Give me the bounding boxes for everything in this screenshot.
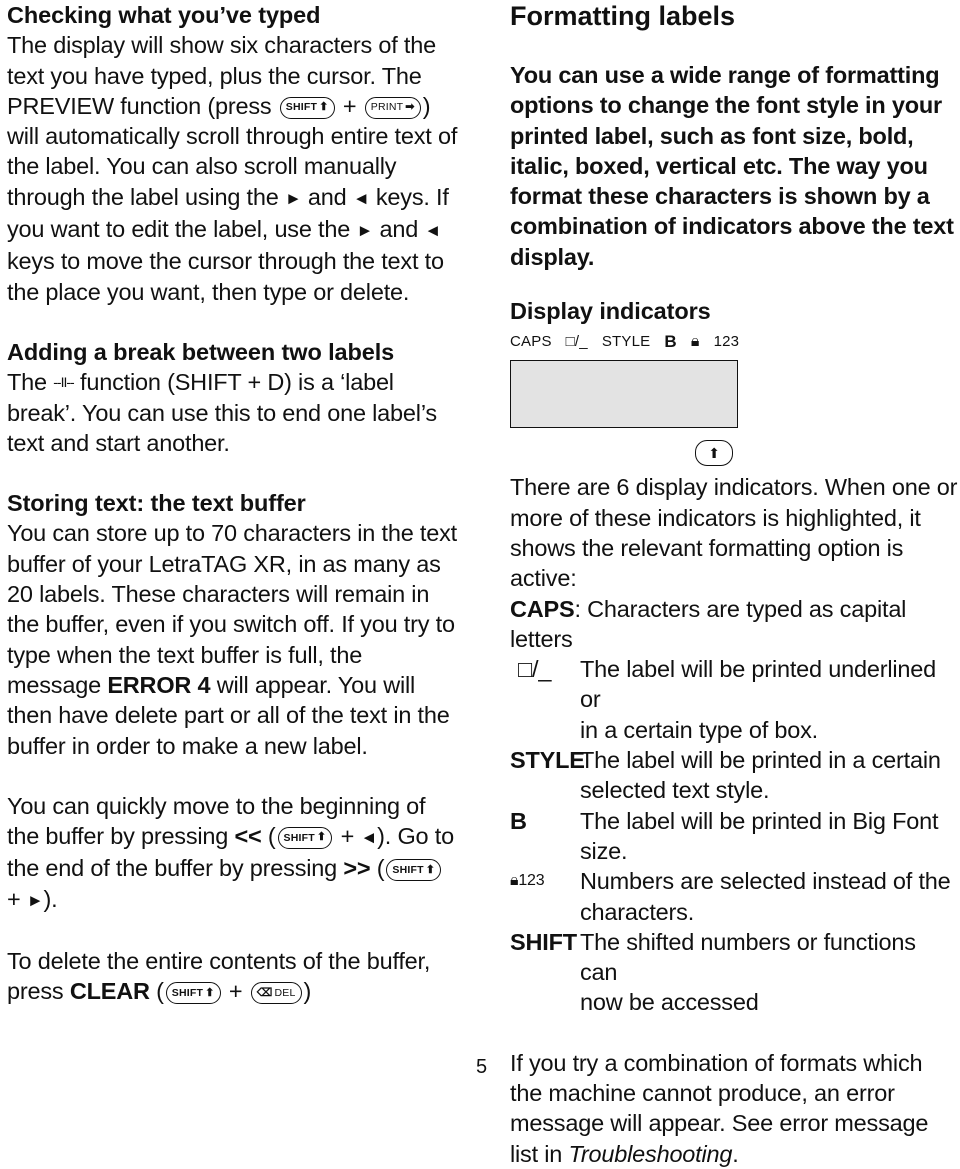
formatting-heading: Formatting labels [510,1,736,31]
shift-term: SHIFT [510,928,577,955]
buffer-text-1: You can store up to 70 characters in the text buffer of your LetraTAG XR, in as many as 20 labels. These characters will remain in the buffer, even if you switch off. If you try to type when the text buffer is full, the message [7,520,457,698]
buffer-heading: Storing text: the text buffer [7,490,306,517]
delete-text: To delete the entire contents of the buffer, press [7,948,431,1005]
caps-definition [510,594,958,655]
style-indicator: STYLE [601,333,651,351]
period: . [732,1140,739,1167]
print-key-icon: PRINT ➡ [365,97,421,119]
plus-sign: + [228,978,243,1005]
shift-indicator-icon: ⬆ [695,440,733,466]
caps-indicator: CAPS [510,333,552,351]
left-arrow-icon: ◄ [352,188,370,208]
box-underline-icon: □/_ [518,656,552,683]
b-term: B [510,807,527,834]
checking-paragraph [7,30,462,307]
big-font-definition [510,806,958,867]
indicator-row [510,330,958,354]
buffer-paragraph [7,518,462,760]
right-arrow-icon: ► [26,890,44,910]
error-message: ERROR 4 [107,671,211,698]
plus-sign: + [7,885,21,912]
box-indicator: □/_ [565,333,588,351]
box-def-1: The label will be printed underlined or [580,656,936,713]
left-column [7,0,462,1007]
rewind-icon: << [234,823,262,850]
b-def-1: The label will be printed in Big Font [580,807,939,834]
caps-def: : Characters are typed as capital letters [510,595,907,652]
right-arrow-icon: ► [356,221,374,241]
error-text: If you try a combination of formats which the machine cannot produce, an error message will appear. See error message list in [510,1049,929,1167]
plus-sign: + [342,92,357,119]
error-paragraph [510,1048,958,1169]
plus-sign: + [340,823,355,850]
shift-key-icon: SHIFT ⬆ [166,982,221,1004]
shift-key-icon: SHIFT ⬆ [386,859,441,881]
lock-icon: 🔒︎ [510,872,519,890]
checking-text-3: keys. If you want to edit the label, use the [7,183,449,243]
numlock-term: 🔒︎123 [510,872,545,890]
box-definition [510,654,958,745]
break-paragraph [7,367,462,458]
and-word: and [379,216,419,243]
checking-text-4: keys to move the cursor through the text to the place you want, then type or delete. [7,248,444,305]
buffer-text-2: will appear. You will then have delete part or all of the text in the buffer in order to make a new label. [7,671,450,759]
break-text-1: The [7,369,47,396]
clear-label: CLEAR [69,978,150,1005]
numlock-definition [510,866,958,927]
num-def-2: characters. [580,898,695,925]
lcd-display [510,360,738,428]
indicators-intro: There are 6 display indicators. When one or more of these indicators is highlighted, it shows the relevant formatting option is active: [510,474,958,592]
del-key-icon: ⌫ DEL [251,982,302,1004]
style-def-1: The label will be printed in a certain [580,747,941,774]
checking-heading: Checking what you’ve typed [7,2,321,28]
troubleshooting-reference: Troubleshooting [568,1140,733,1167]
delete-paragraph: To delete the entire contents of the buffer, press CLEAR ( SHIFT ⬆ + ⌫ DEL ) [7,948,431,1005]
lock-icon: 🔒︎ [690,333,700,351]
numlock-indicator: 🔒︎ 123 [690,333,740,351]
b-def-2: size. [580,837,628,864]
style-def-2: selected text style. [580,777,770,804]
shift-key-icon: SHIFT ⬆ [278,827,333,849]
caps-term: CAPS [510,595,575,622]
left-arrow-icon: ◄ [424,221,442,241]
checking-text-1: The display will show six characters of the text you have typed, plus the cursor. The PREVIEW function (press [7,32,436,119]
style-definition [510,745,958,806]
shift-def-1: The shifted numbers or functions can [580,928,916,986]
big-font-indicator: B [664,332,677,352]
checking-text-2: ) will automatically scroll through entire text of the label. You can also scroll manually through the label using the [7,92,458,210]
fast-forward-icon: >> [343,855,371,882]
shift-key-icon: SHIFT ⬆ [280,97,335,119]
quick-text-2: Go to the end of the buffer by pressing [7,823,454,882]
box-def-2: in a certain type of box. [580,716,818,743]
quick-move-paragraph: You can quickly move to the beginning of the buffer by pressing << ( SHIFT ⬆ + ◄). Go to the end of the buffer by pressing >> ( SHIFT ⬆ + ►). [7,792,454,912]
shift-definition [510,927,958,1018]
style-term: STYLE [510,747,585,774]
shift-def-2: now be accessed [580,989,759,1016]
display-indicators-heading: Display indicators [510,298,711,325]
right-column [510,0,958,1169]
num-def-1: Numbers are selected instead of the [580,868,951,895]
label-break-icon: --II-- [53,374,74,391]
break-text-2: function (SHIFT + D) is a ‘label break’. You can use this to end one label’s text and start another. [7,369,437,456]
quick-text-1: You can quickly move to the beginning of the buffer by pressing [7,792,426,850]
formatting-paragraph: You can use a wide range of formatting options to change the font style in your printed label, such as font size, bold, italic, boxed, vertical etc. The way you format these characters is shown by a combination of indicators above the text display. [510,62,954,270]
break-heading: Adding a break between two labels [7,338,395,365]
and-word: and [307,183,347,210]
page-number: 5 [476,1056,488,1078]
left-arrow-icon: ◄ [360,828,378,848]
right-arrow-icon: ► [284,188,302,208]
